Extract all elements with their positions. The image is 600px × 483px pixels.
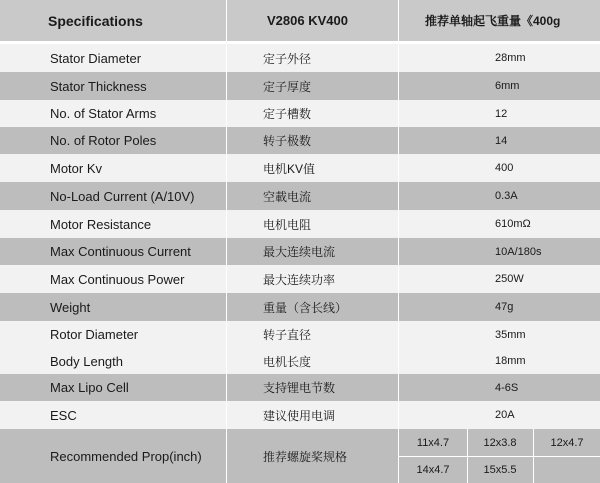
spec-name-zh: 定子槽数 [226,100,398,127]
spec-name: Recommended Prop(inch) [50,448,202,464]
spec-value: 14 [398,127,600,154]
table-row [0,44,600,72]
spec-name: Max Continuous Power [50,271,185,287]
table-row [0,154,600,182]
spec-value: 47g [398,293,600,321]
spec-name: Motor Kv [50,160,103,176]
header-recommended-weight: 推荐单轴起飞重量《400g [398,0,600,41]
prop-size: 12x4.7 [550,436,584,449]
prop-size: 11x4.7 [416,436,450,449]
spec-name-zh: 支持锂电节数 [226,374,398,401]
spec-name-zh: 建议使用电调 [226,401,398,429]
table-row [0,238,600,265]
spec-value: 28mm [398,44,600,72]
table-row [0,401,600,429]
spec-name: ESC [50,407,77,423]
spec-value: 610mΩ [398,210,600,238]
spec-name-zh: 转子极数 [226,127,398,154]
prop-size: 14x4.7 [416,463,450,476]
spec-name: Rotor Diameter [50,327,139,342]
spec-name: No. of Stator Arms [50,106,157,121]
table-row [0,127,600,154]
spec-name-zh: 定子外径 [226,44,398,72]
spec-value: 18mm [398,348,600,374]
spec-value: 20A [398,401,600,429]
spec-name-zh: 转子直径 [226,321,398,348]
spec-name: Max Lipo Cell [50,380,129,395]
header-specifications: Specifications [48,12,143,29]
spec-value: 12 [398,100,600,127]
spec-name: Max Continuous Current [50,244,191,259]
spec-name: No. of Rotor Poles [50,133,157,148]
prop-grid [398,429,600,483]
spec-name-zh: 电机电阻 [226,210,398,238]
spec-name-zh: 电机长度 [226,348,398,374]
spec-value: 0.3A [398,182,600,210]
prop-size: 12x3.8 [483,436,517,449]
spec-name: Stator Diameter [50,50,142,66]
table-row [0,321,600,348]
table-row-recommended-prop [0,429,600,483]
spec-value: 6mm [398,72,600,100]
spec-name: Motor Resistance [50,216,152,232]
prop-size: 15x5.5 [483,463,517,476]
spec-name: Body Length [50,353,124,369]
table-row [0,210,600,238]
table-row [0,348,600,374]
spec-name: No-Load Current (A/10V) [50,188,195,204]
spec-name: Weight [50,299,91,315]
spec-name-zh: 电机KV值 [226,154,398,182]
spec-name-zh: 定子厚度 [226,72,398,100]
table-row [0,182,600,210]
table-row [0,72,600,100]
table-row [0,265,600,293]
header-model: V2806 KV400 [226,0,398,41]
spec-name: Stator Thickness [50,78,147,94]
spec-value: 250W [398,265,600,293]
spec-name-zh: 最大连续功率 [226,265,398,293]
spec-value: 10A/180s [398,238,600,265]
spec-value: 400 [398,154,600,182]
spec-name-zh: 最大连续电流 [226,238,398,265]
table-row [0,293,600,321]
table-header [0,0,600,41]
spec-value: 35mm [398,321,600,348]
table-row [0,374,600,401]
spec-name-zh: 空載电流 [226,182,398,210]
spec-name-zh: 推荐螺旋桨规格 [226,429,398,483]
spec-value: 4-6S [398,374,600,401]
table-row [0,100,600,127]
spec-name-zh: 重量（含长线） [226,293,398,321]
